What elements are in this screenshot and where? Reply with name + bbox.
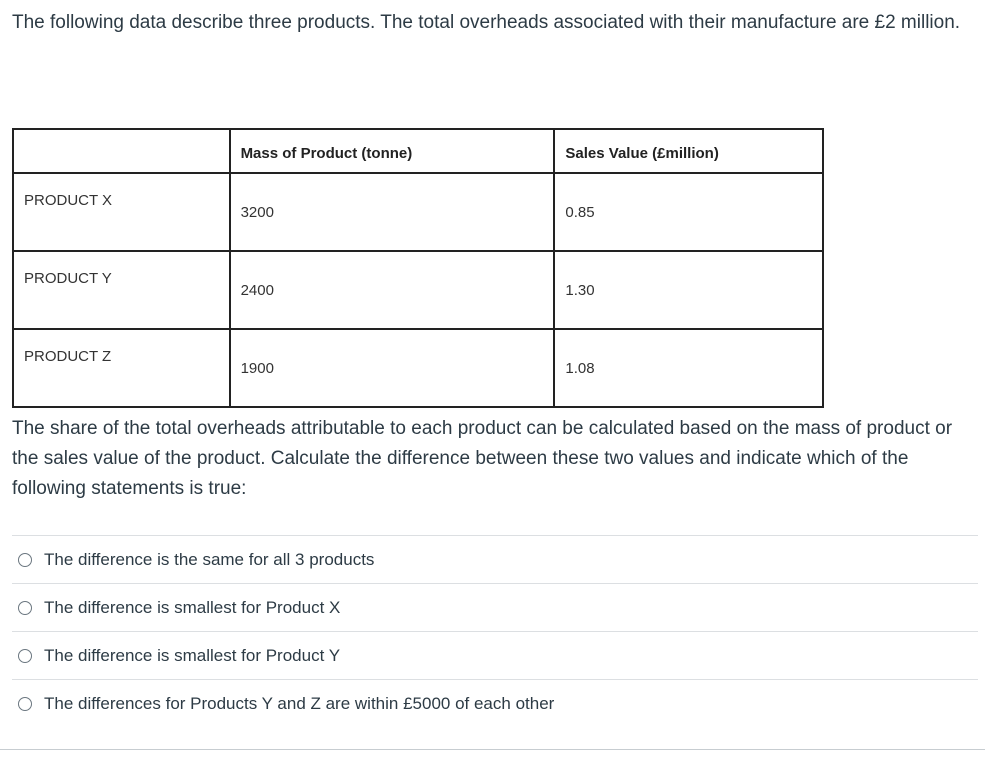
answer-option-2[interactable] <box>12 583 978 631</box>
radio-button[interactable] <box>18 601 32 615</box>
radio-button[interactable] <box>18 649 32 663</box>
radio-button[interactable] <box>18 697 32 711</box>
bottom-divider <box>0 749 985 750</box>
answer-label: The difference is smallest for Product Y <box>44 645 341 665</box>
answer-label: The difference is smallest for Product X <box>44 597 341 617</box>
answer-option-4[interactable] <box>12 679 978 727</box>
answer-option-1[interactable] <box>12 535 978 583</box>
table-header-cell: Sales Value (£million) <box>554 129 823 173</box>
sales-value-cell: 1.30 <box>554 251 823 329</box>
table-row <box>13 251 823 329</box>
sales-value-cell: 1.08 <box>554 329 823 407</box>
mass-cell: 1900 <box>230 329 555 407</box>
table-row <box>13 329 823 407</box>
table-header-cell: Mass of Product (tonne) <box>230 129 555 173</box>
answer-list <box>12 535 978 727</box>
table-header-cell <box>13 129 230 173</box>
radio-button[interactable] <box>18 553 32 567</box>
mass-cell: 2400 <box>230 251 555 329</box>
product-name-cell: PRODUCT Y <box>13 251 230 329</box>
answer-label: The differences for Products Y and Z are within £5000 of each other <box>44 693 555 713</box>
product-name-cell: PRODUCT Z <box>13 329 230 407</box>
product-name-cell: PRODUCT X <box>13 173 230 251</box>
mass-cell: 3200 <box>230 173 555 251</box>
answer-label: The difference is the same for all 3 products <box>44 549 375 569</box>
table-header-row <box>13 129 823 173</box>
question-intro: The following data describe three products. The total overheads associated with their manufacture are £2 million. <box>12 12 961 33</box>
answer-option-3[interactable] <box>12 631 978 679</box>
sales-value-cell: 0.85 <box>554 173 823 251</box>
question-text: The share of the total overheads attributable to each product can be calculated based on the mass of product or the sales value of the product. Calculate the difference between these two values and indicate which of the following statements is true: <box>12 418 953 499</box>
table-row <box>13 173 823 251</box>
product-data-table <box>12 128 824 408</box>
